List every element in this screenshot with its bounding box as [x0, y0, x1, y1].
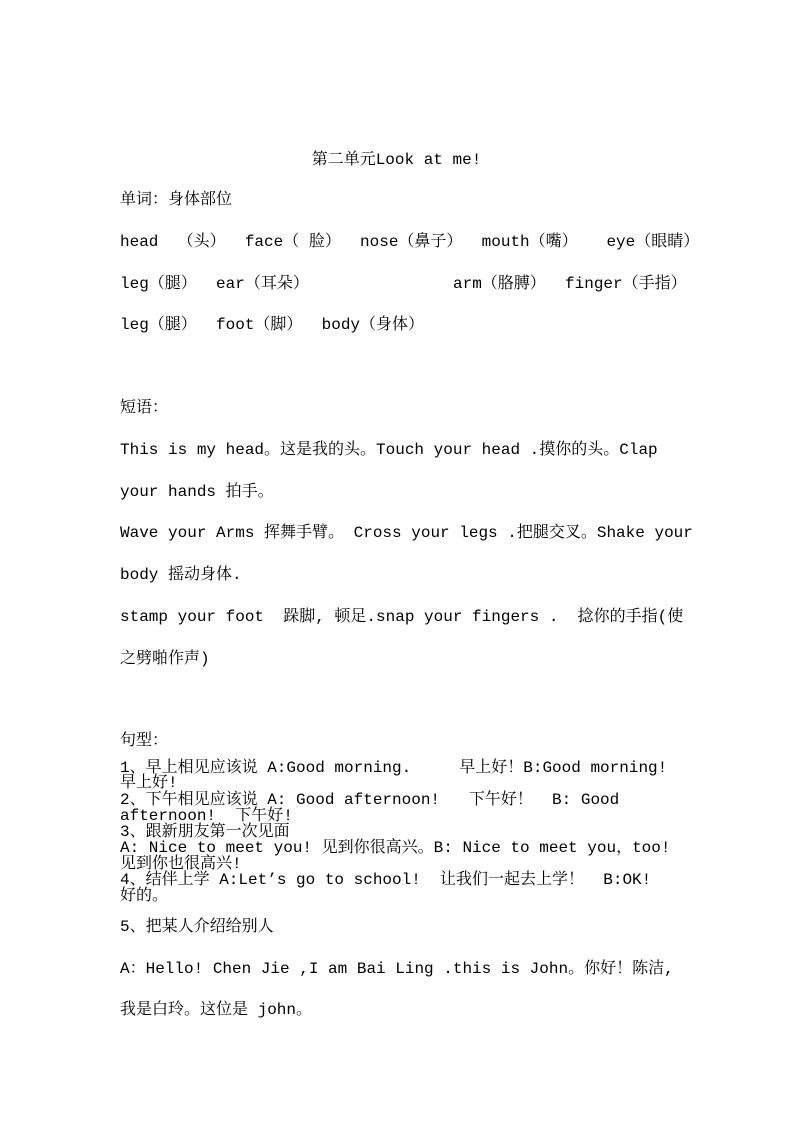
sentence-2: 2、下午相见应该说 A: Good afternoon! 下午好！ B: Good	[120, 791, 620, 809]
vocab-row-3: leg（腿） foot（脚） body（身体）	[120, 316, 425, 334]
phrase-line-2: your hands 拍手。	[120, 483, 274, 501]
sentence-4: 4、结伴上学 A:Let’s go to school! 让我们一起去上学！ B:OK!	[120, 871, 652, 889]
sentence-5-b: 我是白玲。这位是 john。	[120, 1001, 313, 1019]
sentence-3-b: 见到你也很高兴!	[120, 855, 242, 873]
phrase-line-4: body 摇动身体.	[120, 566, 242, 584]
sentence-5-a: A：Hello! Chen Jie ,I am Bai Ling .this is John。你好！陈洁,	[120, 960, 674, 978]
phrase-line-1: This is my head。这是我的头。Touch your head .摸你的头。Clap	[120, 441, 658, 459]
phrase-line-6: 之劈啪作声)	[120, 650, 210, 668]
vocab-row-2b: arm（胳膊） finger（手指）	[453, 275, 687, 293]
vocab-row-1: head （头） face（ 脸） nose（鼻子） mouth（嘴） eye（眼睛）	[120, 233, 700, 251]
sentence-5: 5、把某人介绍给别人	[120, 918, 274, 936]
sentence-3: 3、跟新朋友第一次见面	[120, 823, 290, 841]
phrases-heading: 短语：	[120, 399, 169, 417]
sentence-1-b: 早上好!	[120, 774, 178, 792]
sentence-4-b: 好的。	[120, 887, 169, 905]
vocab-heading: 单词：身体部位	[120, 191, 233, 209]
phrase-line-5: stamp your foot 跺脚, 顿足.snap your fingers . 捻你的手指(使	[120, 608, 684, 626]
sentence-1: 1、早上相见应该说 A:Good morning. 早上好！B:Good morning!	[120, 759, 668, 777]
phrase-line-3: Wave your Arms 挥舞手臂。 Cross your legs .把腿交叉。Shake your	[120, 524, 693, 542]
sentence-2-b: afternoon! 下午好!	[120, 807, 293, 825]
sentence-3-a: A: Nice to meet you! 见到你很高兴。B: Nice to meet you，too!	[120, 839, 671, 857]
page-title: 第二单元Look at me!	[311, 151, 482, 169]
sentences-heading: 句型：	[120, 732, 169, 750]
vocab-row-2a: leg（腿） ear（耳朵）	[120, 275, 309, 293]
